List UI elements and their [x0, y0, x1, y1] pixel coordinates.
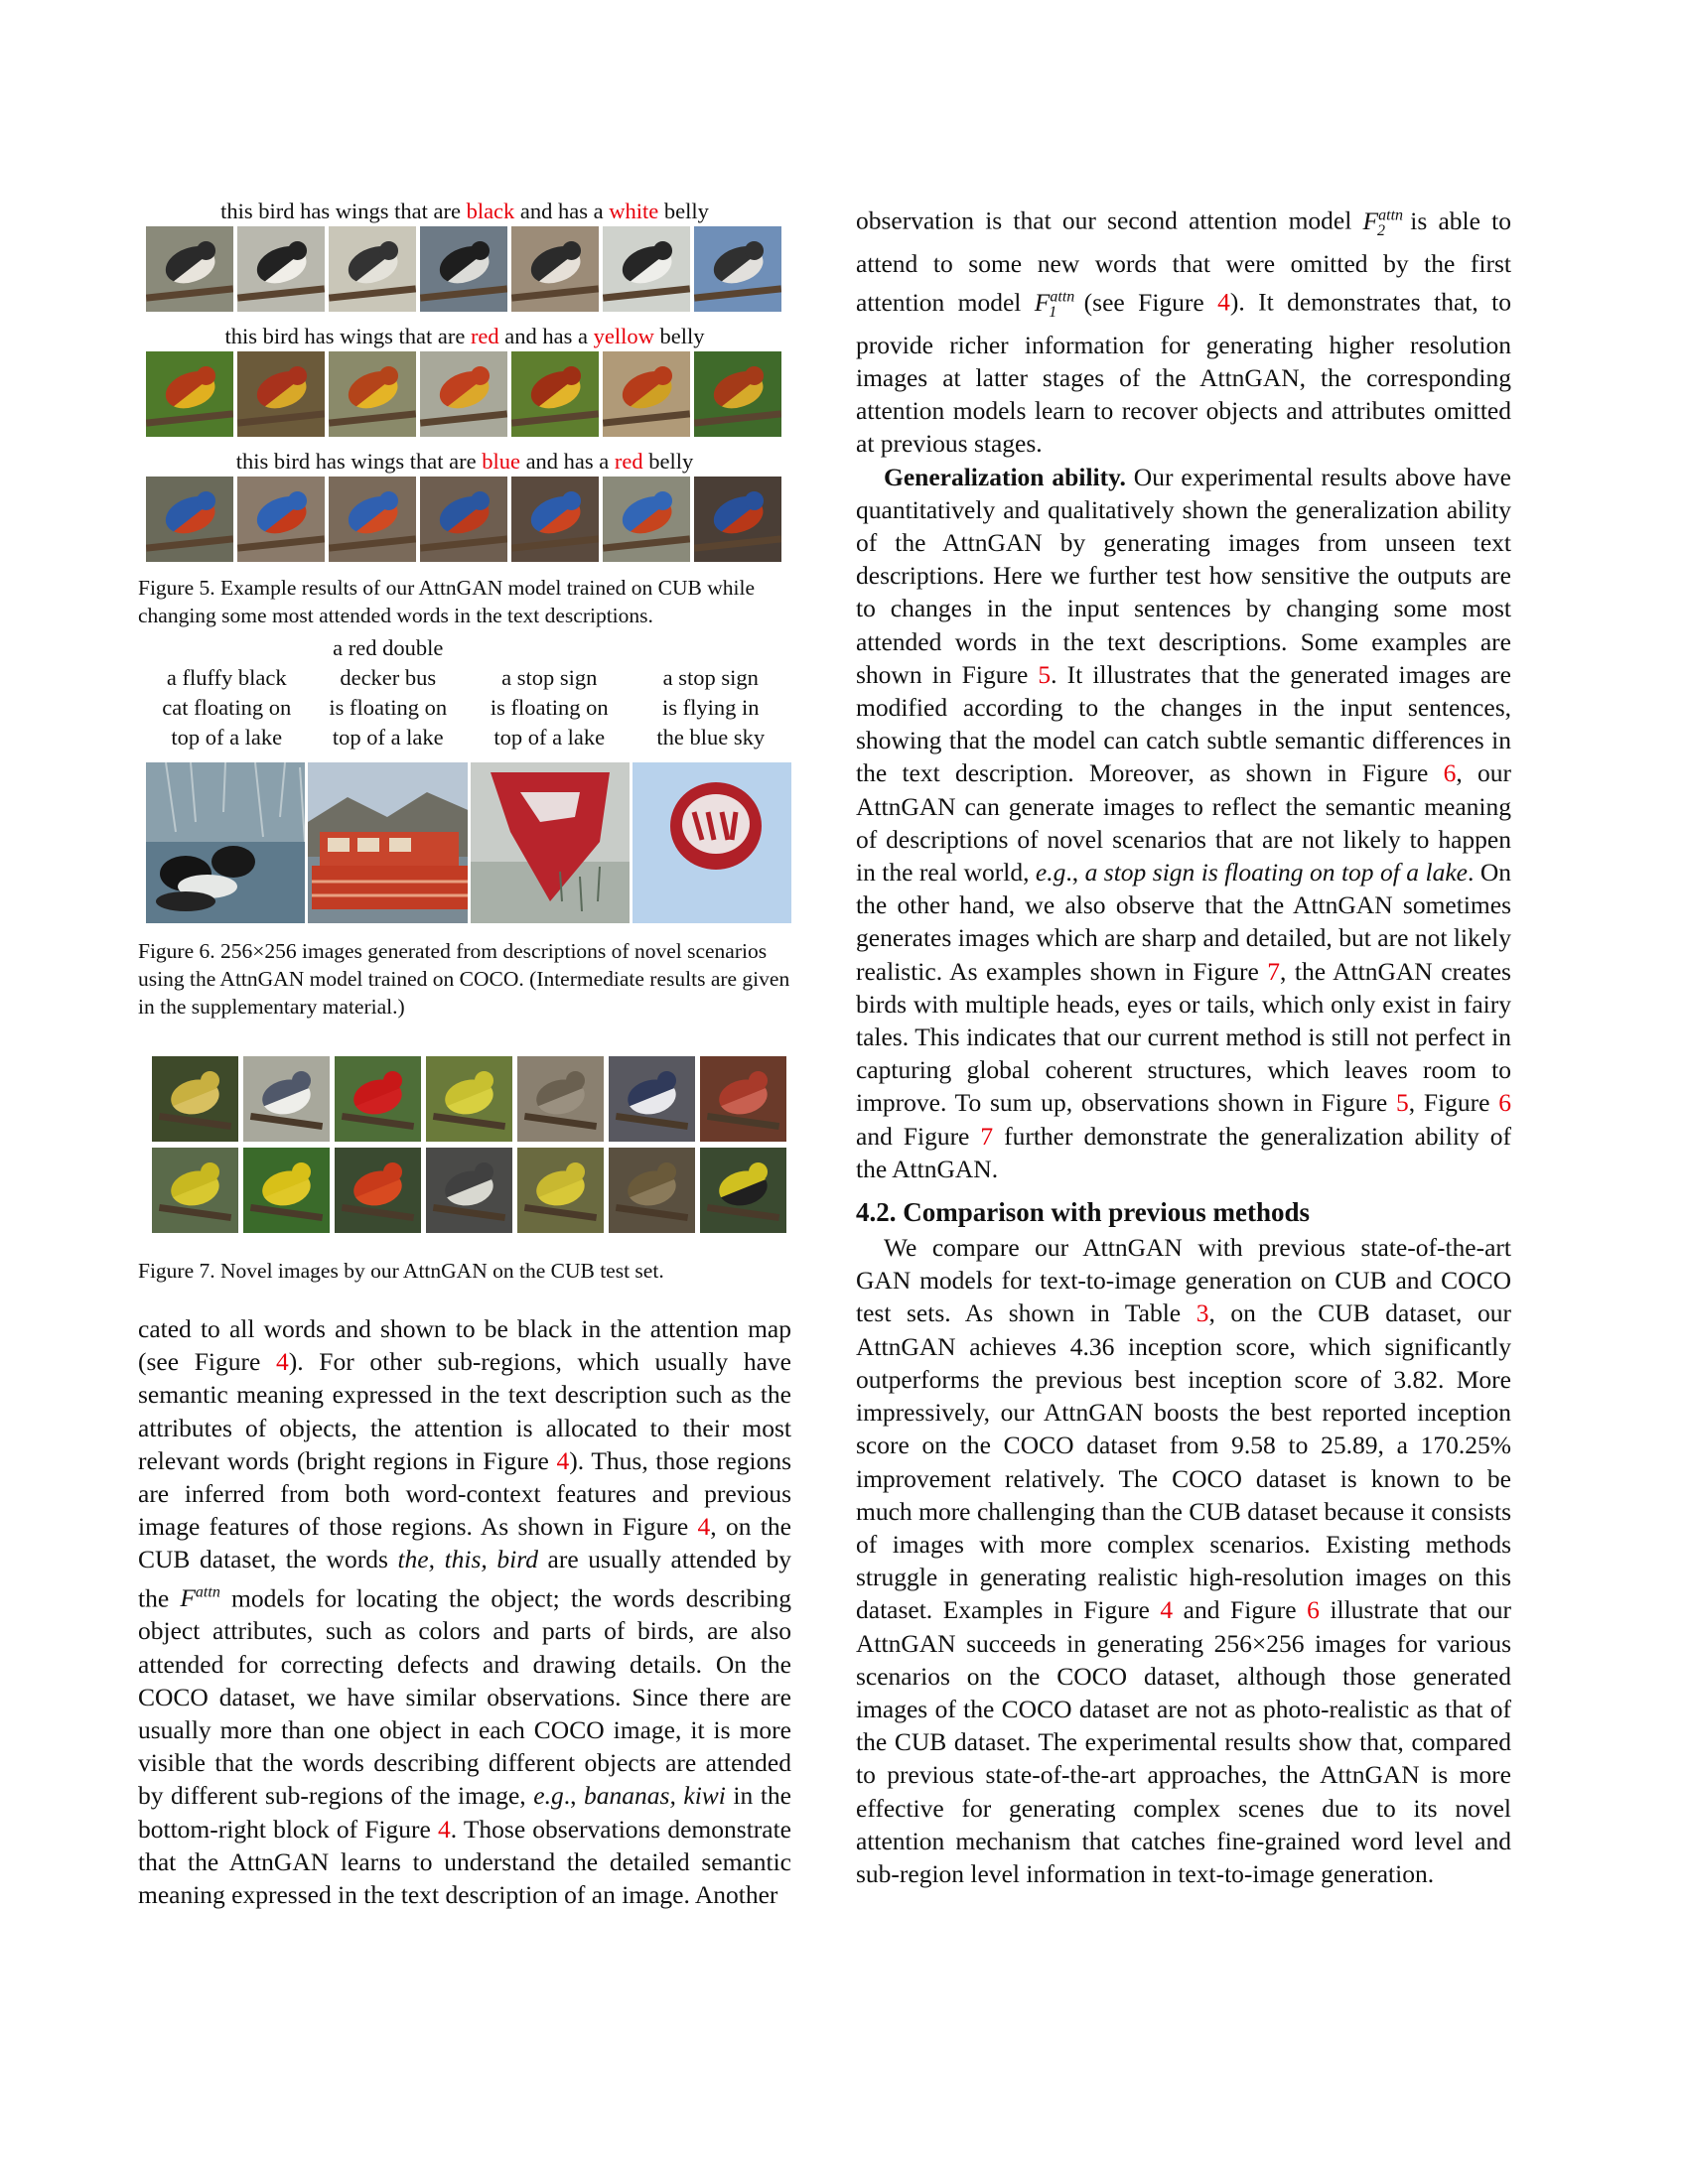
- right-paragraph-1: [856, 199, 1511, 461]
- right-column: [856, 199, 1511, 1890]
- prompt-text: this bird has wings that are: [220, 199, 467, 223]
- prompt-line: top of a lake: [493, 725, 606, 750]
- attended-word: red: [470, 324, 499, 348]
- prompt-text: belly: [653, 324, 705, 348]
- paragraph-heading-generalization: Generalization ability.: [884, 462, 1126, 491]
- figure-5-prompt: [138, 324, 791, 348]
- figure-ref-link[interactable]: 5: [1395, 1088, 1409, 1118]
- left-column: [138, 199, 791, 1911]
- text-span: cated to all words and shown to be black in the attention map (see Figure: [138, 1314, 791, 1377]
- f1-attn-symbol: $F^{attn}_1$: [1034, 287, 1075, 321]
- figure-ref-link[interactable]: 4: [276, 1347, 289, 1377]
- generated-bird-image: [329, 226, 416, 312]
- generated-bird-image: [237, 226, 325, 312]
- novel-bird-image: [335, 1056, 421, 1142]
- figure-ref-link[interactable]: 4: [1217, 287, 1230, 317]
- right-paragraph-2: [856, 461, 1511, 1185]
- novel-bird-image: [426, 1148, 512, 1233]
- figure-6-prompt: [469, 647, 631, 752]
- prompt-line: top of a lake: [332, 725, 444, 750]
- figure-ref-link[interactable]: 4: [438, 1814, 451, 1843]
- generated-bird-image: [603, 351, 690, 437]
- figure-6-image-stop-sign-lake: [471, 762, 630, 923]
- figure-7-row-2: [152, 1148, 791, 1233]
- prompt-line: decker bus: [340, 665, 437, 690]
- prompt-line: is floating on: [490, 695, 609, 720]
- generated-bird-image: [146, 351, 233, 437]
- generated-bird-image: [511, 477, 599, 562]
- novel-bird-image: [152, 1056, 238, 1142]
- generated-bird-image: [146, 226, 233, 312]
- generated-bird-image: [511, 351, 599, 437]
- generated-bird-image: [694, 226, 781, 312]
- generated-bird-image: [420, 477, 507, 562]
- text-span: models for locating the object; the words describing object attributes, such as colors and parts of birds, are also attended for correcting defects and drawing details. On the COCO dataset, we have similar observations. Since there are usually more than one object in each COCO image, it is more visible that the words describing different objects are attended by different sub-regions of the image,: [138, 1583, 791, 1811]
- text-span: further demonstrate the generalization ability of the AttnGAN.: [856, 1121, 1511, 1183]
- prompt-line: top of a lake: [171, 725, 283, 750]
- text-span: (see Figure: [1070, 287, 1218, 317]
- figure-ref-link[interactable]: 6: [1498, 1088, 1512, 1118]
- prompt-text: and has a: [519, 449, 615, 474]
- prompt-text: and has a: [498, 324, 594, 348]
- novel-bird-image: [609, 1148, 695, 1233]
- text-span: ). Thus, those regions are inferred from both word-context features and previous image features of those regions. As shown in Figure: [138, 1445, 791, 1542]
- novel-bird-image: [426, 1056, 512, 1142]
- novel-bird-image: [517, 1148, 604, 1233]
- prompt-text: this bird has wings that are: [224, 324, 471, 348]
- attended-word: yellow: [593, 324, 654, 348]
- text-span: .,: [1065, 858, 1085, 887]
- figure-5-caption: Figure 5. Example results of our AttnGAN model trained on CUB while changing some most attended words in the text descriptions.: [138, 576, 756, 627]
- generated-bird-image: [329, 477, 416, 562]
- novel-bird-image: [335, 1148, 421, 1233]
- prompt-line: is floating on: [329, 695, 448, 720]
- generated-bird-image: [511, 226, 599, 312]
- novel-bird-image: [700, 1148, 786, 1233]
- attended-word: red: [614, 449, 643, 474]
- prompt-line: a red double: [333, 635, 444, 660]
- prompt-line: is flying in: [661, 695, 760, 720]
- novel-bird-image: [243, 1056, 330, 1142]
- figure-6-images: [146, 762, 791, 923]
- text-span: , on the CUB dataset, our AttnGAN achieves 4.36 inception score, which significantly outperforms the previous best inception score of 3.82. More impressively, our AttnGAN boosts the best reported inception score on the COCO dataset from 9.58 to 25.89, a 170.25% improvement relatively. The COCO dataset is known to be much more challenging than the CUB dataset because it consists of images with more complex scenarios. Existing methods struggle in generating realistic high-resolution images on this dataset. Examples in Figure: [856, 1298, 1511, 1625]
- novel-bird-image: [517, 1056, 604, 1142]
- prompt-line: a stop sign: [662, 665, 759, 690]
- prompt-text: belly: [642, 449, 694, 474]
- text-span: in the bottom-right block of Figure: [138, 1781, 791, 1843]
- figure-5-image-strip: [146, 226, 791, 312]
- attended-word: black: [466, 199, 515, 223]
- prompt-line: the blue sky: [656, 725, 766, 750]
- figure-6-image-bus-on-lake: [308, 762, 467, 923]
- novel-bird-image: [243, 1148, 330, 1233]
- figure-6-caption: Figure 6. 256×256 images generated from descriptions of novel scenarios using the AttnGAN model trained on COCO. (Intermediate results are given in the supplementary material.): [138, 939, 790, 1019]
- generated-bird-image: [694, 351, 781, 437]
- attended-word: blue: [482, 449, 520, 474]
- figure-6-prompt: [308, 635, 470, 752]
- generated-bird-image: [146, 477, 233, 562]
- figure-7-row-1: [152, 1056, 791, 1142]
- figure-ref-link[interactable]: 4: [1160, 1595, 1174, 1625]
- text-span: , on the CUB dataset, the words: [138, 1512, 791, 1574]
- prompt-text: this bird has wings that are: [235, 449, 483, 474]
- figure-ref-link[interactable]: 4: [556, 1445, 570, 1475]
- novel-bird-image: [152, 1148, 238, 1233]
- italic-example: a stop sign is floating on top of a lake: [1084, 858, 1468, 887]
- text-span: illustrate that our AttnGAN succeeds in generating 256×256 images for various scenarios on the COCO dataset, although those generated images of the COCO dataset are not as photo-realistic as that of the CUB dataset. The experimental results show that, compared to previous state-of-the-art approaches, the AttnGAN is more effective for generating complex scenes due to its novel attention mechanism that catches fine-grained word level and sub-region level information in text-to-image generation.: [856, 1595, 1511, 1888]
- generated-bird-image: [420, 351, 507, 437]
- f2-attn-symbol: $F^{attn}_2$: [1362, 205, 1404, 239]
- generated-bird-image: [329, 351, 416, 437]
- prompt-text: belly: [658, 199, 709, 223]
- text-span: ). It demonstrates that, to provide richer information for generating higher resolution images at latter stages of the AttnGAN, the corresponding attention models learn to recover objects and attributes omitted at previous stages.: [856, 287, 1511, 459]
- table-ref-link[interactable]: 3: [1196, 1298, 1209, 1328]
- text-span: are usually attended by the: [138, 1545, 792, 1613]
- generated-bird-image: [694, 477, 781, 562]
- figure-7-caption: Figure 7. Novel images by our AttnGAN on the CUB test set.: [138, 1259, 664, 1283]
- text-span: and Figure: [856, 1121, 981, 1151]
- figure-5-prompt: [138, 449, 791, 474]
- novel-bird-image: [609, 1056, 695, 1142]
- figure-6-prompt: [146, 647, 308, 752]
- text-span: We compare our AttnGAN with previous state-of-the-art GAN models for text-to-image generation on CUB and COCO test sets. As shown in Table: [856, 1233, 1511, 1328]
- text-span: , our AttnGAN can generate images to reflect the semantic meaning of descriptions of novel scenarios that are not likely to happen in the real world,: [856, 758, 1511, 887]
- italic-words: the, this, bird: [397, 1545, 538, 1574]
- generated-bird-image: [237, 351, 325, 437]
- figure-5-image-strip: [146, 477, 791, 562]
- figure-ref-link[interactable]: 5: [1038, 659, 1052, 689]
- figure-ref-link[interactable]: 7: [1267, 956, 1281, 986]
- generated-bird-image: [420, 226, 507, 312]
- text-span: observation is that our second attention model: [856, 205, 1363, 235]
- figure-7: [138, 1056, 791, 1285]
- text-span: Our experimental results above have quantitatively and qualitatively shown the generalization ability of the AttnGAN by generating images from unseen text descriptions. Here we further test how sensitive the outputs are to changes in the input sentences by changing some most attended words in the text descriptions. Some examples are shown in Figure: [856, 462, 1511, 689]
- figure-ref-link[interactable]: 7: [980, 1121, 994, 1151]
- text-span: ). For other sub-regions, which usually have semantic meaning expressed in the text description such as the attributes of objects, the attention is allocated to their most relevant words (bright regions in Figure: [138, 1347, 791, 1475]
- figure-5-prompt: [138, 199, 791, 223]
- italic-eg: e.g: [533, 1781, 564, 1811]
- figure-5: [138, 199, 791, 629]
- text-span: , the AttnGAN creates birds with multiple heads, eyes or tails, which only exist in fairy tales. This indicates that our current method is still not perfect in capturing global coherent structures, which leaves room to improve. To sum up, observations shown in Figure: [856, 956, 1511, 1118]
- figure-6-image-stop-sign-sky: [633, 762, 791, 923]
- italic-eg: e.g: [1035, 858, 1066, 887]
- prompt-text: and has a: [514, 199, 610, 223]
- text-span: is able to attend to some new words that were omitted by the first attention model: [856, 205, 1511, 317]
- generated-bird-image: [603, 226, 690, 312]
- figure-ref-link[interactable]: 6: [1443, 758, 1457, 788]
- left-paragraph: [138, 1312, 791, 1911]
- figure-6: [138, 635, 791, 1021]
- right-body-text: [856, 199, 1511, 1890]
- prompt-line: a fluffy black: [166, 665, 287, 690]
- text-span: . It illustrates that the generated images are modified according to the changes in the input sentences, showing that the model can catch subtle semantic differences in the text description. Moreover, as shown in Figure: [856, 659, 1511, 788]
- figure-6-image-cat-on-lake: [146, 762, 305, 923]
- figure-5-image-strip: [146, 351, 791, 437]
- novel-bird-image: [700, 1056, 786, 1142]
- text-span: .,: [563, 1781, 585, 1811]
- left-body-text: [138, 1312, 791, 1911]
- figure-ref-link[interactable]: 6: [1307, 1595, 1320, 1625]
- text-span: and Figure: [1173, 1595, 1308, 1625]
- text-span: . On the other hand, we also observe that the AttnGAN sometimes generates images which are sharp and detailed, but are not likely realistic. As examples shown in Figure: [856, 858, 1512, 986]
- attended-word: white: [609, 199, 659, 223]
- figure-6-prompt: [631, 647, 792, 752]
- generated-bird-image: [237, 477, 325, 562]
- prompt-line: cat floating on: [162, 695, 292, 720]
- text-span: , Figure: [1408, 1088, 1499, 1118]
- prompt-line: a stop sign: [501, 665, 598, 690]
- text-span: . Those observations demonstrate that the AttnGAN learns to understand the detailed semantic meaning expressed in the text description of an image. Another: [138, 1814, 791, 1909]
- generated-bird-image: [603, 477, 690, 562]
- figure-6-prompts: [146, 635, 791, 752]
- f-attn-symbol: $F^{attn}$: [180, 1583, 220, 1613]
- right-paragraph-3: [856, 1231, 1511, 1890]
- figure-ref-link[interactable]: 4: [697, 1512, 711, 1542]
- italic-fruits: bananas, kiwi: [584, 1781, 726, 1811]
- section-heading: 4.2. Comparison with previous methods: [856, 1197, 1311, 1228]
